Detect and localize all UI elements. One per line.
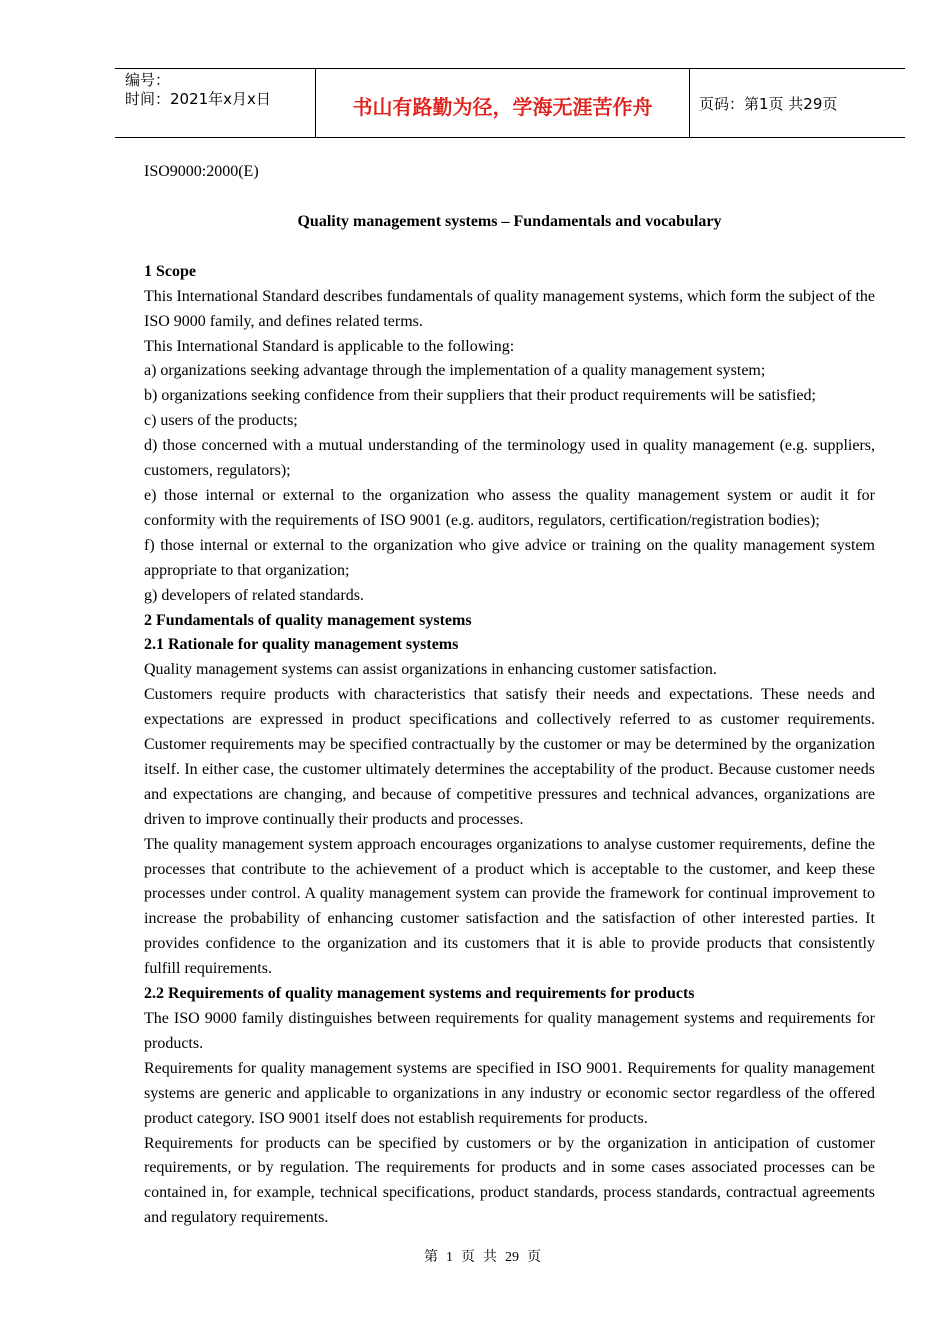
document-body — [144, 160, 875, 1231]
page-header — [115, 68, 905, 138]
paragraph: e) those internal or external to the organization who assess the quality management system or audit it for conformity with the requirements of ISO 9001 (e.g. auditors, regulators, certification/registration bodies); — [144, 486, 875, 529]
paragraph: Requirements for quality management systems are specified in ISO 9001. Requirements for quality management systems are generic and applicable to organizations in any industry or economic sector regardless of the offered product category. ISO 9001 itself does not establish requirements for products. — [144, 1059, 875, 1127]
paragraph: d) those concerned with a mutual understanding of the terminology used in quality management (e.g. suppliers, customers, regulators); — [144, 437, 875, 480]
document-title: Quality management systems – Fundamentals and vocabulary — [297, 212, 722, 230]
section-heading: 2.1 Rationale for quality management systems — [144, 636, 459, 654]
header-page-label: 页码：第1页 共29页 — [699, 95, 838, 113]
paragraph: The ISO 9000 family distinguishes between requirements for quality management systems and requirements for products. — [144, 1010, 875, 1052]
header-left-cell — [115, 69, 316, 137]
paragraph: c) users of the products; — [144, 412, 298, 430]
header-motto: 书山有路勤为径，学海无涯苦作舟 — [352, 95, 653, 119]
section-heading: 1 Scope — [144, 262, 196, 280]
paragraph: Requirements for products can be specified by customers or by the organization in anticipation of customer requirements, or by regulation. The requirements for products and in some cases associated processes can be contained in, for example, technical specifications, product standards, process standards, contractual agreements and regulatory requirements. — [144, 1134, 875, 1227]
footer-page-number: 1 — [446, 1250, 453, 1265]
header-middle-cell — [316, 69, 690, 137]
header-number-label: 编号： — [125, 71, 171, 89]
page-footer — [0, 1246, 950, 1266]
header-right-cell — [690, 69, 905, 137]
footer-word-ye-2: 页 — [527, 1250, 541, 1265]
paragraph: Quality management systems can assist organizations in enhancing customer satisfaction. — [144, 661, 717, 679]
paragraph: g) developers of related standards. — [144, 586, 364, 604]
header-time-label: 时间：2021年x月x日 — [125, 90, 271, 108]
paragraph: This International Standard describes fundamentals of quality management systems, which form the subject of the ISO 9000 family, and defines related terms. — [144, 287, 875, 330]
paragraph: Customers require products with characteristics that satisfy their needs and expectations. These needs and expectations are expressed in product specifications and collectively referred to as customer requirements. Customer requirements may be specified contractually by the customer or may be determined by the organization itself. In either case, the customer ultimately determines the acceptability of the product. Because customer needs and expectations are changing, and because of competitive pressures and technical advances, organizations are driven to improve continually their products and processes. — [144, 686, 875, 828]
footer-word-di: 第 — [424, 1250, 438, 1265]
footer-word-gong: 共 — [483, 1250, 497, 1265]
paragraph: a) organizations seeking advantage through the implementation of a quality management system; — [144, 362, 766, 380]
document-id: ISO9000:2000(E) — [144, 163, 259, 180]
section-heading: 2 Fundamentals of quality management systems — [144, 611, 472, 629]
paragraph: This International Standard is applicable to the following: — [144, 337, 515, 355]
paragraph: b) organizations seeking confidence from their suppliers that their product requirements will be satisfied; — [144, 387, 816, 405]
paragraph-list — [144, 260, 875, 1231]
section-heading: 2.2 Requirements of quality management systems and requirements for products — [144, 985, 695, 1003]
footer-word-ye: 页 — [461, 1250, 475, 1265]
paragraph: f) those internal or external to the organization who give advice or training on the quality management system appropriate to that organization; — [144, 536, 875, 579]
paragraph: The quality management system approach encourages organizations to analyse customer requirements, define the processes that contribute to the achievement of a product which is acceptable to the customer, and keep these processes under control. A quality management system can provide the framework for continual improvement to increase the probability of enhancing customer satisfaction and the satisfaction of other interested parties. It provides confidence to the organization and its customers that it is able to provide products that consistently fulfill requirements. — [144, 835, 875, 978]
footer-total-pages: 29 — [505, 1250, 519, 1265]
